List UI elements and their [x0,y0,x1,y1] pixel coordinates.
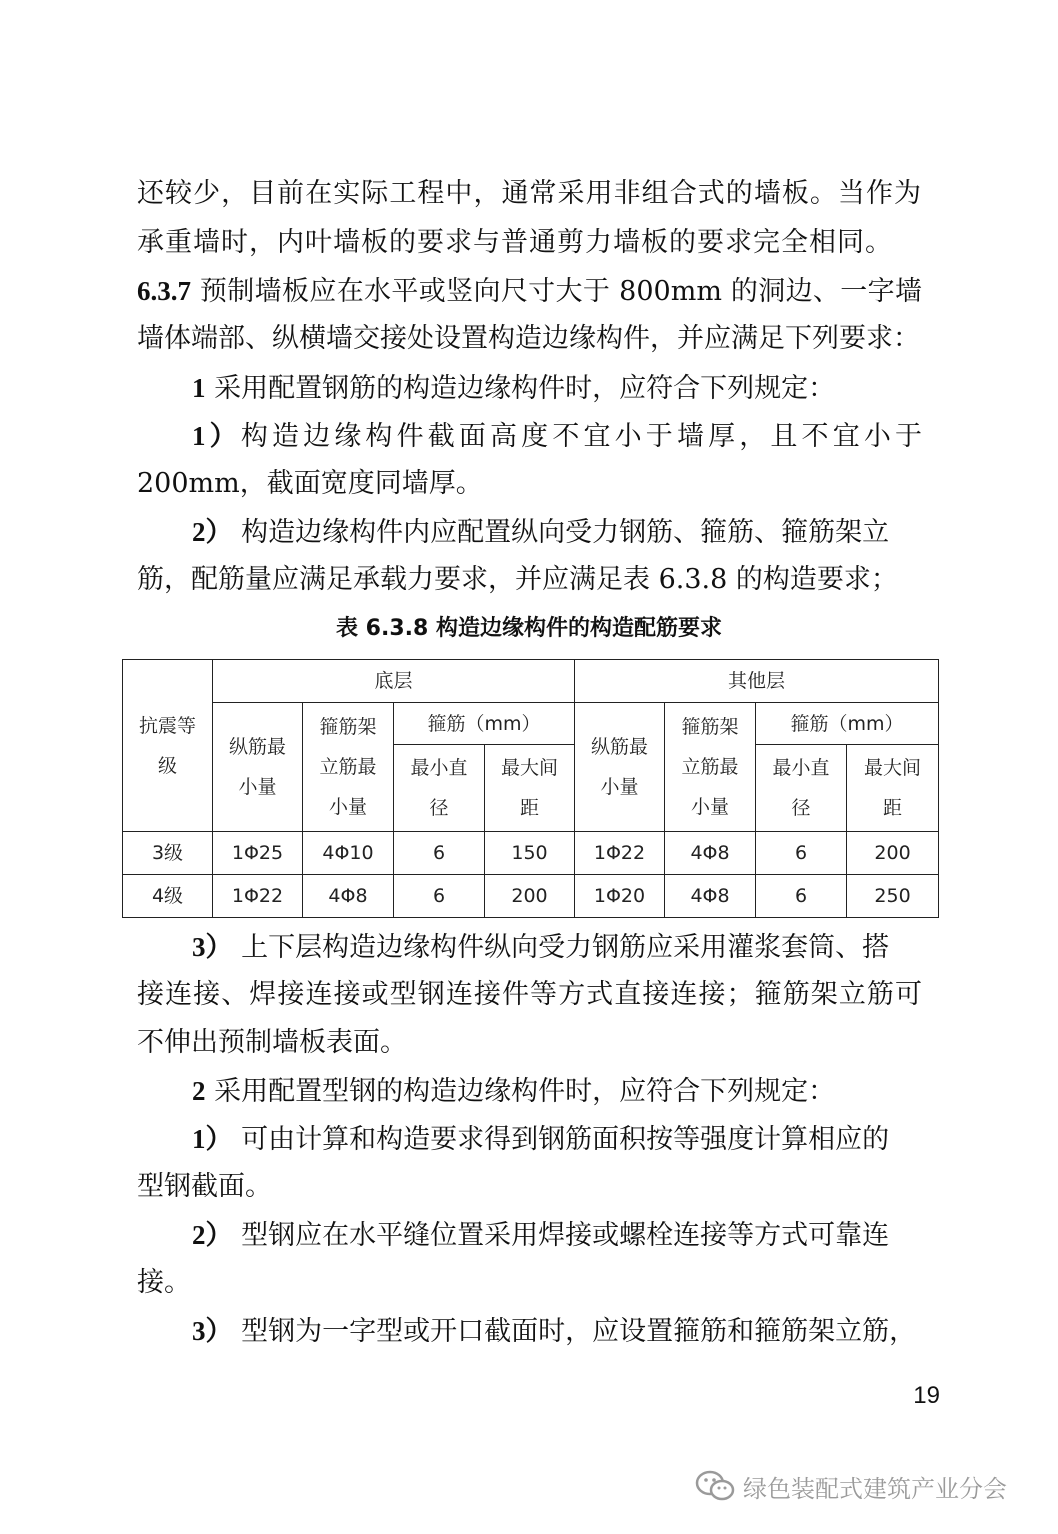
cell-bottom-min-dia: 6 [394,875,485,918]
cell-other-erect: 4Φ8 [665,832,756,875]
cell-other-min-dia: 6 [756,832,847,875]
item2-sub1-number: 1） [192,1124,233,1154]
header-group-other: 其他层 [575,660,939,703]
item2-sub2-line-1 [192,1217,922,1254]
cell-grade: 4级 [123,875,213,918]
item1-sub1-text: 构造边缘构件截面高度不宜小于墙厚，且不宜小于 [240,421,923,452]
cell-bottom-erect: 4Φ8 [303,875,394,918]
watermark [695,1466,1007,1506]
item2-sub3-number: 3） [192,1316,233,1346]
wechat-icon [695,1469,735,1503]
item2-text: 采用配置型钢的构造边缘构件时，应符合下列规定： [205,1076,836,1107]
item1-text: 采用配置钢筋的构造边缘构件时，应符合下列规定： [205,373,836,404]
clause-line-1 [137,273,922,310]
item1-sub1-number: 1） [192,421,241,451]
header-bottom-stirrup: 箍筋（mm） [394,703,575,745]
cell-other-long: 1Φ20 [575,875,665,918]
header-bottom-max-sp: 最大间距 [485,745,575,832]
header-other-min-dia: 最小直径 [756,745,847,832]
table-caption: 表 6.3.8 构造边缘构件的构造配筋要求 [336,616,722,641]
item2-sub3-line-1 [192,1313,922,1350]
reinforcement-table [122,659,939,918]
watermark-text: 绿色装配式建筑产业分会 [743,1474,1007,1503]
header-bottom-long: 纵筋最小量 [213,703,303,832]
header-bottom-min-dia: 最小直径 [394,745,485,832]
table-row [123,875,939,918]
item1-sub2-line-2: 筋，配筋量应满足承载力要求，并应满足表 6.3.8 的构造要求； [137,564,898,595]
header-grade: 抗震等级 [123,660,213,832]
cell-other-long: 1Φ22 [575,832,665,875]
item1-sub2-text: 构造边缘构件内应配置纵向受力钢筋、箍筋、箍筋架立 [232,517,890,548]
item2-sub3-text: 型钢为一字型或开口截面时，应设置箍筋和箍筋架立筋， [232,1316,917,1347]
item2-sub2-text: 型钢应在水平缝位置采用焊接或螺栓连接等方式可靠连 [232,1220,890,1251]
cell-bottom-max-sp: 200 [485,875,575,918]
cell-other-max-sp: 250 [847,875,939,918]
clause-number: 6.3.7 [137,276,191,306]
item2-sub1-line-2: 型钢截面。 [137,1171,272,1202]
cell-bottom-min-dia: 6 [394,832,485,875]
header-other-erect: 箍筋架立筋最小量 [665,703,756,832]
item1-sub1-line-2: 200mm，截面宽度同墙厚。 [137,468,483,499]
cell-other-min-dia: 6 [756,875,847,918]
header-group-bottom: 底层 [213,660,575,703]
intro-line-2: 承重墙时，内叶墙板的要求与普通剪力墙板的要求完全相同。 [137,227,893,258]
page-number: 19 [913,1382,940,1409]
cell-grade: 3级 [123,832,213,875]
item1-sub2-line-1 [192,514,922,551]
cell-other-max-sp: 200 [847,832,939,875]
item1-sub3-text: 上下层构造边缘构件纵向受力钢筋应采用灌浆套筒、搭 [232,932,890,963]
intro-line-1: 还较少，目前在实际工程中，通常采用非组合式的墙板。当作为 [137,178,922,209]
item1-sub2-number: 2） [192,517,233,547]
item2-heading [192,1073,922,1110]
header-other-max-sp: 最大间距 [847,745,939,832]
item1-sub3-line-3: 不伸出预制墙板表面。 [137,1027,407,1058]
clause-line-2: 墙体端部、纵横墙交接处设置构造边缘构件，并应满足下列要求： [137,323,920,354]
cell-bottom-long: 1Φ22 [213,875,303,918]
cell-bottom-erect: 4Φ10 [303,832,394,875]
header-other-long: 纵筋最小量 [575,703,665,832]
clause-text-1: 预制墙板应在水平或竖向尺寸大于 800mm 的洞边、一字墙 [191,276,922,307]
table-row [123,832,939,875]
item1-sub3-line-1 [192,929,922,966]
item1-number: 1 [192,373,206,403]
item1-sub3-line-2: 接连接、焊接连接或型钢连接件等方式直接连接；箍筋架立筋可 [137,979,922,1010]
cell-bottom-max-sp: 150 [485,832,575,875]
item2-sub1-line-1 [192,1121,922,1158]
item2-sub2-number: 2） [192,1220,233,1250]
header-other-stirrup: 箍筋（mm） [756,703,939,745]
cell-other-erect: 4Φ8 [665,875,756,918]
item2-number: 2 [192,1076,206,1106]
item1-sub1-line-1 [192,418,922,455]
header-bottom-erect: 箍筋架立筋最小量 [303,703,394,832]
item1-sub3-number: 3） [192,932,233,962]
item2-sub1-text: 可由计算和构造要求得到钢筋面积按等强度计算相应的 [232,1124,890,1155]
item2-sub2-line-2: 接。 [137,1267,191,1298]
cell-bottom-long: 1Φ25 [213,832,303,875]
item1-heading [192,370,922,407]
